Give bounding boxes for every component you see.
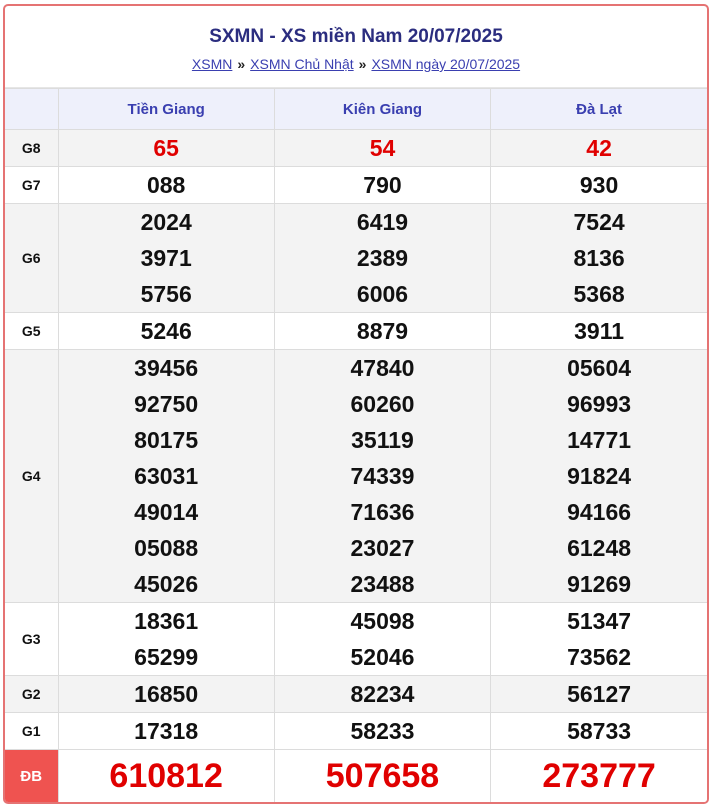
prize-cell-g6-2 xyxy=(491,204,707,313)
prize-cell-g7-0 xyxy=(58,167,274,204)
prize-number: 2389 xyxy=(356,245,409,271)
prize-row-g6 xyxy=(5,204,707,313)
prize-number: 3971 xyxy=(140,245,192,271)
prize-number: 52046 xyxy=(350,644,415,670)
prize-cell-g8-2 xyxy=(491,130,707,167)
prize-row-g1 xyxy=(5,713,707,750)
prize-cell-g6-0 xyxy=(58,204,274,313)
prize-number: 54 xyxy=(369,135,396,161)
prize-row-db xyxy=(5,750,707,803)
prize-cell-g1-0 xyxy=(58,713,274,750)
prize-number: 96993 xyxy=(567,391,632,417)
prize-number: 507658 xyxy=(325,757,440,795)
prize-number: 790 xyxy=(363,172,402,198)
results-header xyxy=(5,6,707,88)
prize-number: 73562 xyxy=(567,644,632,670)
results-panel xyxy=(3,4,709,804)
prize-row-g2 xyxy=(5,676,707,713)
prize-number: 6419 xyxy=(356,209,409,235)
prize-cell-g5-1 xyxy=(274,313,490,350)
prize-cell-g1-1 xyxy=(274,713,490,750)
prize-number: 14771 xyxy=(567,427,632,453)
results-body xyxy=(5,130,707,803)
prize-row-g7 xyxy=(5,167,707,204)
prize-cell-g4-2 xyxy=(491,350,707,603)
prize-number: 80175 xyxy=(134,427,199,453)
prize-number: 65299 xyxy=(134,644,199,670)
prize-cell-g6-1 xyxy=(274,204,490,313)
prize-number: 45026 xyxy=(134,571,199,597)
prize-number: 82234 xyxy=(350,681,415,707)
prize-row-g5 xyxy=(5,313,707,350)
prize-row-g8 xyxy=(5,130,707,167)
prize-cell-db-2 xyxy=(491,750,707,803)
prize-number: 45098 xyxy=(350,608,415,634)
prize-number: 49014 xyxy=(134,499,199,525)
breadcrumb-link-xsmn-chu-nhat[interactable]: XSMN Chủ Nhật xyxy=(250,56,354,72)
breadcrumb xyxy=(5,55,707,73)
prize-number: 23027 xyxy=(350,535,415,561)
prize-number: 6006 xyxy=(356,281,409,307)
prize-row-g4 xyxy=(5,350,707,603)
prize-number: 18361 xyxy=(134,608,199,634)
prize-number: 5246 xyxy=(140,318,192,344)
prize-label-g2: G2 xyxy=(5,676,58,713)
prize-cell-g3-2 xyxy=(491,603,707,676)
prize-cell-g4-1 xyxy=(274,350,490,603)
prize-number: 05604 xyxy=(567,355,632,381)
prize-cell-g8-1 xyxy=(274,130,490,167)
prize-cell-g8-0 xyxy=(58,130,274,167)
breadcrumb-separator: » xyxy=(237,56,246,72)
page-title: SXMN - XS miền Nam 20/07/2025 xyxy=(209,26,503,47)
prize-label-g4: G4 xyxy=(5,350,58,603)
prize-label-g3: G3 xyxy=(5,603,58,676)
province-header-row xyxy=(5,89,707,130)
breadcrumb-separator: » xyxy=(358,56,367,72)
prize-cell-db-1 xyxy=(274,750,490,803)
results-table xyxy=(5,88,707,803)
prize-number: 91269 xyxy=(567,571,632,597)
prize-cell-g5-0 xyxy=(58,313,274,350)
prize-number: 42 xyxy=(586,135,612,161)
prize-number: 74339 xyxy=(350,463,415,489)
prize-number: 3911 xyxy=(574,318,625,344)
prize-row-g3 xyxy=(5,603,707,676)
prize-number: 8136 xyxy=(573,245,625,271)
prize-number: 92750 xyxy=(134,391,199,417)
prize-number: 5368 xyxy=(573,281,625,307)
breadcrumb-link-xsmn[interactable]: XSMN xyxy=(191,56,233,72)
prize-number: 23488 xyxy=(350,571,415,597)
prize-number: 65 xyxy=(153,135,179,161)
prize-number: 58733 xyxy=(567,718,632,744)
prize-cell-g2-0 xyxy=(58,676,274,713)
prize-number: 47840 xyxy=(350,355,415,381)
prize-cell-g4-0 xyxy=(58,350,274,603)
prize-cell-g2-1 xyxy=(274,676,490,713)
prize-cell-g2-2 xyxy=(491,676,707,713)
prize-number: 17318 xyxy=(134,718,199,744)
prize-cell-g5-2 xyxy=(491,313,707,350)
prize-number: 273777 xyxy=(542,757,656,795)
prize-cell-g7-2 xyxy=(491,167,707,204)
prize-number: 2024 xyxy=(140,209,192,235)
prize-label-g1: G1 xyxy=(5,713,58,750)
prize-number: 610812 xyxy=(109,757,223,795)
prize-label-g8: G8 xyxy=(5,130,58,167)
prize-number: 7524 xyxy=(573,209,625,235)
prize-number: 16850 xyxy=(134,681,199,707)
prize-label-g6: G6 xyxy=(5,204,58,313)
prize-cell-g3-0 xyxy=(58,603,274,676)
prize-number: 088 xyxy=(146,172,186,198)
breadcrumb-link-xsmn-date[interactable]: XSMN ngày 20/07/2025 xyxy=(371,56,521,72)
province-header-tien-giang[interactable]: Tiền Giang xyxy=(58,89,274,130)
prize-column-header xyxy=(5,89,58,130)
prize-number: 56127 xyxy=(567,681,632,707)
province-header-da-lat[interactable]: Đà Lạt xyxy=(491,89,707,130)
prize-number: 61248 xyxy=(567,535,632,561)
prize-number: 5756 xyxy=(140,281,192,307)
province-header-kien-giang[interactable]: Kiên Giang xyxy=(274,89,490,130)
prize-number: 58233 xyxy=(350,718,415,744)
prize-number: 8879 xyxy=(356,318,409,344)
prize-number: 05088 xyxy=(134,535,199,561)
prize-number: 60260 xyxy=(350,391,415,417)
prize-number: 35119 xyxy=(351,427,414,453)
prize-number: 91824 xyxy=(567,463,632,489)
prize-number: 94166 xyxy=(567,499,632,525)
prize-number: 51347 xyxy=(567,608,632,634)
prize-number: 63031 xyxy=(134,463,199,489)
prize-number: 930 xyxy=(579,172,619,198)
prize-cell-g1-2 xyxy=(491,713,707,750)
prize-label-db: ĐB xyxy=(5,750,58,803)
prize-cell-db-0 xyxy=(58,750,274,803)
prize-cell-g3-1 xyxy=(274,603,490,676)
prize-cell-g7-1 xyxy=(274,167,490,204)
prize-number: 71636 xyxy=(350,499,415,525)
prize-number: 39456 xyxy=(134,355,199,381)
prize-label-g5: G5 xyxy=(5,313,58,350)
prize-label-g7: G7 xyxy=(5,167,58,204)
